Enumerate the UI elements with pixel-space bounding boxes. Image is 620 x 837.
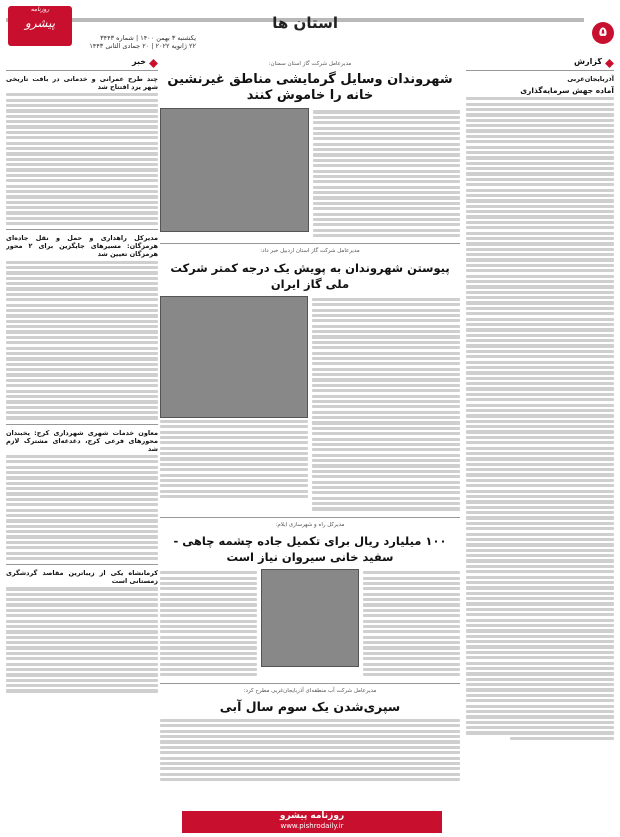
right-headline: آماده جهش سرمایه‌گذاری [520,86,614,95]
story1-photo [160,108,309,232]
footer-banner [182,811,442,833]
story1-kicker: مدیرعامل شرکت گاز استان سمنان: [268,61,352,67]
date-line-1: یکشنبه ۳ بهمن ۱۴۰۰ | شماره ۳۴۴۳ [100,34,196,42]
date-block [76,34,196,50]
footer-website[interactable]: www.pishrodaily.ir [280,822,344,830]
story3-kicker: مدیرکل راه و شهرسازی ایلام: [275,521,345,528]
story2-photo [160,296,308,418]
story4-headline: سپری‌شدن یک سوم سال آبی [219,698,401,714]
right-kicker: آذربایجان‌غربی [567,75,614,83]
middle-column [160,58,460,828]
page-header [0,0,620,52]
story3-photo [261,569,360,667]
page-footer [0,807,620,837]
footer-paper-name: روزنامه پیشرو [279,811,345,821]
left-column-label: خبر [131,58,146,66]
date-line-2: ۲۲ ژانویه ۲۰۲۲ | ۲۰ جمادی الثانی ۱۴۴۳ [89,42,196,50]
story2-kicker: مدیرعامل شرکت گاز استان اردبیل خبر داد: [260,248,360,255]
left-head-4: کرمانشاه یکی از زیباترین مقاصد گردشگری زمستانی است [6,569,158,586]
story1-body [160,108,460,239]
story2-body [160,296,460,513]
left-head-1: چند طرح عمرانی و خدماتی در بافت تاریخی شهر یزد افتتاح شد [6,75,158,91]
right-column-label: گزارش [573,58,602,66]
section-title: استان ها [272,14,338,32]
story1-headline: شهروندان وسایل گرمایشی مناطق غیرنشین خانه را خاموش کنند [167,72,453,104]
newspaper-logo [8,6,72,46]
left-column-header [6,58,158,71]
story3-headline: ۱۰۰ میلیارد ریال برای تکمیل جاده چشمه چاهی - سفید خانی سیروان نیاز است [173,533,447,564]
right-column-header [466,58,614,71]
left-column [6,58,158,828]
story4-kicker: مدیرعامل شرکت آب منطقه‌ای آذربایجان‌غربی مطرح کرد: [243,687,377,694]
page-number: ۵ [592,22,614,44]
story3-body [160,569,460,679]
logo-text: پیشرو [24,16,56,30]
story2-headline: پیوستن شهروندان به پویش یک درجه کمتر شرکت ملی گاز ایران [170,260,450,291]
story4-body [160,719,460,781]
left-head-2: مدیرکل راهداری و حمل و نقل جاده‌ای هرمزگان: مسیرهای جایگزین برای ۲ محور هرمزگان تعیین شد [6,234,158,259]
right-column [466,58,614,828]
logo-sub: روزنامه [30,6,50,13]
left-head-3: معاون خدمات شهری شهرداری کرج: یخبندان محورهای فرعی کرج، دغدغه‌ای مشترک لازم شد [6,428,158,453]
right-body-text [466,97,614,740]
